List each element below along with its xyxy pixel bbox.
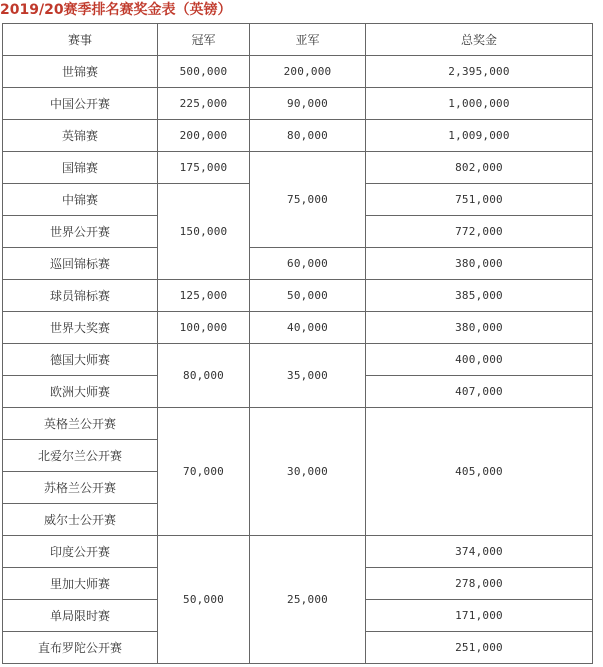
total-cell: 171,000 (366, 600, 593, 632)
total-cell: 405,000 (366, 408, 593, 536)
total-cell: 751,000 (366, 184, 593, 216)
table-row (3, 56, 593, 88)
event-cell: 里加大师赛 (3, 568, 158, 600)
event-cell: 德国大师赛 (3, 344, 158, 376)
table-row (3, 344, 593, 376)
total-cell: 278,000 (366, 568, 593, 600)
total-cell: 407,000 (366, 376, 593, 408)
event-cell: 中锦赛 (3, 184, 158, 216)
total-cell: 251,000 (366, 632, 593, 664)
total-cell: 374,000 (366, 536, 593, 568)
runner-up-cell: 50,000 (250, 280, 366, 312)
champion-cell: 225,000 (158, 88, 250, 120)
total-cell: 1,000,000 (366, 88, 593, 120)
total-cell: 380,000 (366, 312, 593, 344)
event-cell: 欧洲大师赛 (3, 376, 158, 408)
header-runner-up: 亚军 (250, 24, 366, 56)
total-cell: 1,009,000 (366, 120, 593, 152)
runner-up-cell: 80,000 (250, 120, 366, 152)
event-cell: 单局限时赛 (3, 600, 158, 632)
runner-up-cell: 60,000 (250, 248, 366, 280)
event-cell: 直布罗陀公开赛 (3, 632, 158, 664)
total-cell: 802,000 (366, 152, 593, 184)
prize-table-container (2, 23, 593, 664)
page-title: 2019/20赛季排名赛奖金表（英镑） (0, 2, 232, 18)
event-cell: 北爱尔兰公开赛 (3, 440, 158, 472)
header-champion: 冠军 (158, 24, 250, 56)
table-row (3, 248, 593, 280)
runner-up-cell: 30,000 (250, 408, 366, 536)
champion-cell: 200,000 (158, 120, 250, 152)
table-row (3, 536, 593, 568)
table-row (3, 88, 593, 120)
event-cell: 世界公开赛 (3, 216, 158, 248)
table-row (3, 152, 593, 184)
runner-up-cell: 200,000 (250, 56, 366, 88)
event-cell: 印度公开赛 (3, 536, 158, 568)
total-cell: 772,000 (366, 216, 593, 248)
event-cell: 英格兰公开赛 (3, 408, 158, 440)
header-total: 总奖金 (366, 24, 593, 56)
runner-up-cell: 75,000 (250, 152, 366, 248)
runner-up-cell: 40,000 (250, 312, 366, 344)
table-header-row (3, 24, 593, 56)
table-row (3, 280, 593, 312)
total-cell: 380,000 (366, 248, 593, 280)
champion-cell: 50,000 (158, 536, 250, 664)
total-cell: 400,000 (366, 344, 593, 376)
champion-cell: 125,000 (158, 280, 250, 312)
runner-up-cell: 90,000 (250, 88, 366, 120)
event-cell: 世界大奖赛 (3, 312, 158, 344)
runner-up-cell: 25,000 (250, 536, 366, 664)
table-row (3, 312, 593, 344)
champion-cell: 500,000 (158, 56, 250, 88)
champion-cell: 80,000 (158, 344, 250, 408)
event-cell: 威尔士公开赛 (3, 504, 158, 536)
total-cell: 385,000 (366, 280, 593, 312)
event-cell: 球员锦标赛 (3, 280, 158, 312)
event-cell: 世锦赛 (3, 56, 158, 88)
event-cell: 英锦赛 (3, 120, 158, 152)
event-cell: 中国公开赛 (3, 88, 158, 120)
total-cell: 2,395,000 (366, 56, 593, 88)
event-cell: 苏格兰公开赛 (3, 472, 158, 504)
champion-cell: 150,000 (158, 184, 250, 280)
champion-cell: 175,000 (158, 152, 250, 184)
champion-cell: 70,000 (158, 408, 250, 536)
table-row (3, 120, 593, 152)
header-event: 赛事 (3, 24, 158, 56)
prize-money-table (2, 23, 593, 664)
table-row (3, 408, 593, 440)
event-cell: 国锦赛 (3, 152, 158, 184)
champion-cell: 100,000 (158, 312, 250, 344)
event-cell: 巡回锦标赛 (3, 248, 158, 280)
runner-up-cell: 35,000 (250, 344, 366, 408)
